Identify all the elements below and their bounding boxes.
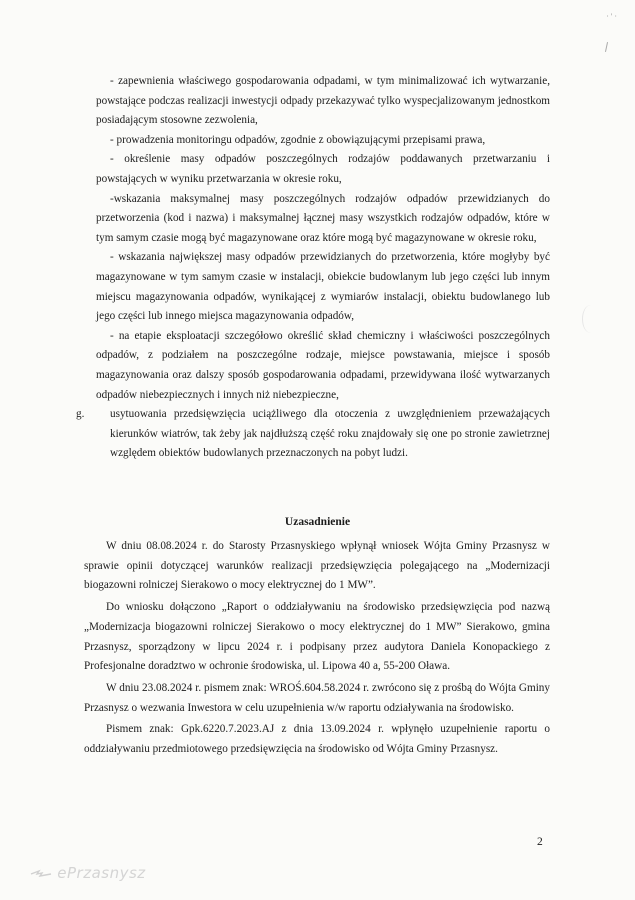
bullet-waste-management: - zapewnienia właściwego gospodarowania odpadami, w tym minimalizować ich wytwarzanie, powstające podczas realizacji inwestycji odpady przekazywać tylko wyspecjalizowanym jednostkom posiadającym stosowne zezwolenia, (96, 75, 550, 127)
bullet-largest-mass: - wskazania największej masy odpadów przewidzianych do przetworzenia, które mogłyby być magazynowane w tym samym czasie w instalacji, obiekcie budowlanym lub jego części lub innym miejscu magazynowania odpadów, wynikającej z wymiarów instalacji, obiektu budowlanego lub jego części lub innego miejsca magazynowania odpadów, (96, 251, 550, 323)
item-g (76, 405, 550, 464)
scan-specks: · ' · (606, 12, 617, 21)
paragraph-supplement-received: Pismem znak: Gpk.6220.7.2023.AJ z dnia 13.09.2024 r. wpłynęło uzupełnienie raportu o oddziaływaniu przedmiotowego przedsięwzięcia na środowisko od Wójta Gminy Przasnysz. (84, 723, 550, 756)
bullet-chemical-composition: - na etapie eksploatacji szczegółowo określić skład chemiczny i właściwości poszczególnych odpadów, z podziałem na poszczególne rodzaje, miejsce powstawania, miejsce i sposób magazynowania oraz dalszy sposób gospodarowania odpadami, przewidywana ilość wytwarzanych odpadów niebezpiecznych i innych niż niebezpieczne, (96, 329, 550, 401)
item-g-text: usytuowania przedsięwzięcia uciążliwego dla otoczenia z uwzględnieniem przeważających kierunków wiatrów, tak żeby jak najdłuższą część roku znajdowały się one po stronie zawietrznej względem obiektów budowlanych przeznaczonych na pobyt ludzi. (110, 408, 550, 460)
page-number: 2 (537, 836, 543, 848)
justification-section (84, 537, 550, 760)
bullet-monitoring: - prowadzenia monitoringu odpadów, zgodnie z obowiązującymi przepisami prawa, (110, 133, 486, 146)
watermark-text: ePrzasnysz (57, 864, 146, 882)
paragraph-application: W dniu 08.08.2024 r. do Starosty Przasnyskiego wpłynął wniosek Wójta Gminy Przasnysz w sprawie opinii dotyczącej warunków realizacji przedsięwzięcia polegającego na „Modernizacji biogazowni rolniczej Sierakowo o mocy elektrycznej do 1 MW”. (84, 540, 550, 592)
scan-edge-mark (605, 42, 608, 52)
punch-hole-shadow (582, 305, 599, 333)
requirements-list (76, 72, 550, 464)
watermark-logo-icon (30, 868, 52, 880)
bullet-waste-mass: - określenie masy odpadów poszczególnych rodzajów poddawanych przetwarzaniu i powstających w wyniku przetwarzania w okresie roku, (96, 153, 550, 185)
paragraph-supplement-request: W dniu 23.08.2024 r. pismem znak: WROŚ.604.58.2024 r. zwrócono się z prośbą do Wójta Gminy Przasnysz o wezwania Inwestora w celu uzupełnienia w/w raportu odziaływania na środowisko. (84, 681, 550, 714)
bullet-max-mass: -wskazania maksymalnej masy poszczególnych rodzajów odpadów przewidzianych do przetworzenia (kod i nazwa) i maksymalnej łącznej masy wszystkich rodzajów odpadów, które w tym samym czasie mogą być magazynowane oraz które mogą być magazynowane w okresie roku, (96, 192, 550, 244)
watermark (30, 864, 146, 882)
section-heading: Uzasadnienie (284, 516, 351, 528)
paragraph-report: Do wniosku dołączono „Raport o oddziaływaniu na środowisko przedsięwzięcia pod nazwą „Modernizacja biogazowni rolniczej Sierakowo o mocy elektrycznej do 1 MW” Sierakowo, gmina Przasnysz, sporządzony w lipcu 2024 r. i podpisany przez audytora Daniela Konopackiego z Profesjonalne doradztwo w ochronie środowiska, ul. Lipowa 40 a, 55-200 Oława. (84, 601, 550, 673)
item-g-marker: g. (76, 408, 85, 421)
